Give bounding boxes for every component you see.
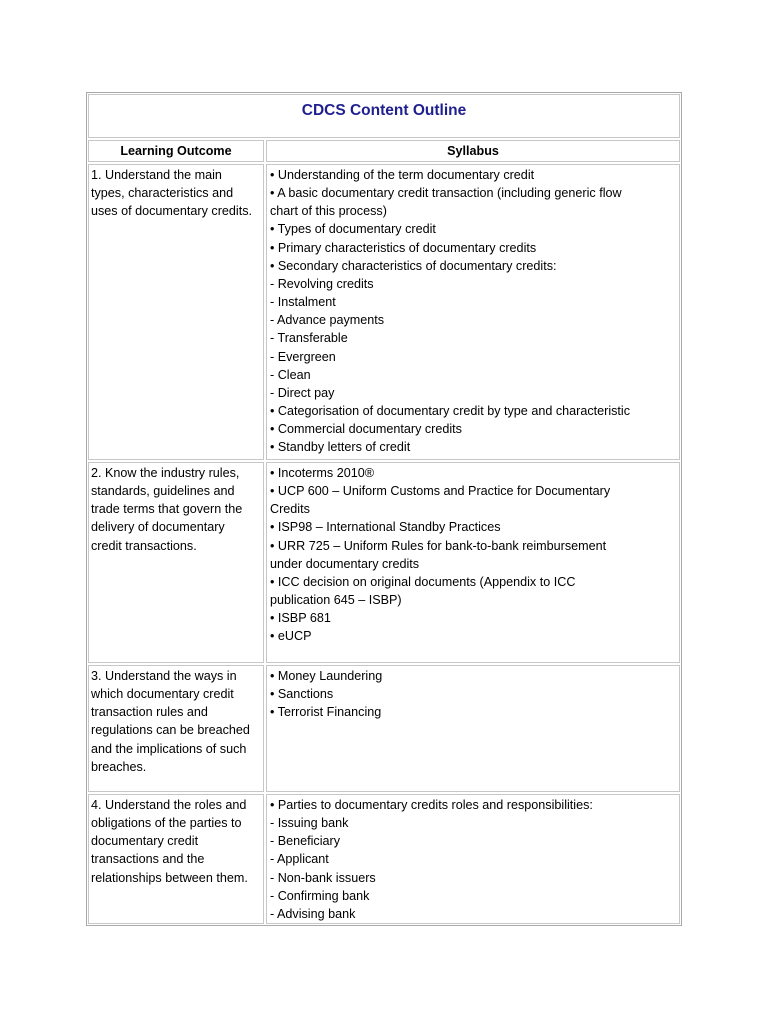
syllabus-list bbox=[270, 796, 676, 923]
learning-outcome-cell bbox=[88, 665, 264, 792]
learning-outcome-header: Learning Outcome bbox=[88, 140, 264, 162]
syllabus-item: • Sanctions bbox=[270, 687, 334, 702]
learning-outcome-cell bbox=[88, 164, 264, 460]
syllabus-item: • eUCP bbox=[270, 629, 312, 644]
syllabus-item: • ISBP 681 bbox=[270, 611, 331, 626]
syllabus-item: - Issuing bank bbox=[270, 816, 349, 831]
table-row bbox=[88, 164, 680, 460]
syllabus-item: - Instalment bbox=[270, 295, 336, 310]
syllabus-item: - Non-bank issuers bbox=[270, 870, 376, 885]
learning-outcome-text: 2. Know the industry rules, standards, guidelines and trade terms that govern the delivery of documentary credit transactions. bbox=[91, 466, 243, 553]
syllabus-item: - Advance payments bbox=[270, 313, 385, 328]
table-row bbox=[88, 794, 680, 924]
syllabus-cell bbox=[266, 164, 680, 460]
syllabus-item: • Types of documentary credit bbox=[270, 222, 436, 237]
syllabus-item: • Primary characteristics of documentary credits bbox=[270, 240, 537, 255]
syllabus-item: • UCP 600 – Uniform Customs and Practice for Documentary bbox=[270, 484, 611, 499]
syllabus-item: - Transferable bbox=[270, 331, 348, 346]
learning-outcome-text: 1. Understand the main types, characteristics and uses of documentary credits. bbox=[91, 168, 252, 219]
syllabus-list bbox=[270, 464, 676, 646]
syllabus-item: - Evergreen bbox=[270, 349, 336, 364]
table-title: CDCS Content Outline bbox=[301, 102, 467, 119]
syllabus-header: Syllabus bbox=[266, 140, 680, 162]
header-row bbox=[88, 140, 680, 162]
syllabus-item: • Commercial documentary credits bbox=[270, 422, 462, 437]
syllabus-item: • ISP98 – International Standby Practices bbox=[270, 520, 501, 535]
syllabus-item: chart of this process) bbox=[270, 204, 387, 219]
syllabus-item: • Parties to documentary credits roles and responsibilities: bbox=[270, 798, 593, 812]
learning-outcome-text: 3. Understand the ways in which documentary credit transaction rules and regulations can be breached and the implications of such breaches. bbox=[91, 669, 250, 774]
syllabus-item: - Applicant bbox=[270, 852, 329, 867]
learning-outcome-text: 4. Understand the roles and obligations of the parties to documentary credit transactions and the relationships between them. bbox=[91, 798, 248, 885]
syllabus-item: • Standby letters of credit bbox=[270, 440, 411, 455]
syllabus-item: • Understanding of the term documentary credit bbox=[270, 168, 535, 182]
syllabus-item: Credits bbox=[270, 502, 310, 517]
syllabus-item: • Incoterms 2010® bbox=[270, 466, 374, 480]
syllabus-cell bbox=[266, 794, 680, 924]
learning-outcome-cell bbox=[88, 794, 264, 924]
learning-outcome-cell bbox=[88, 462, 264, 663]
syllabus-item: • URR 725 – Uniform Rules for bank-to-bank reimbursement bbox=[270, 538, 607, 553]
syllabus-item: • ICC decision on original documents (Appendix to ICC bbox=[270, 574, 576, 589]
syllabus-item: - Beneficiary bbox=[270, 834, 340, 849]
syllabus-list bbox=[270, 166, 676, 457]
syllabus-item: - Clean bbox=[270, 367, 311, 382]
syllabus-item: publication 645 – ISBP) bbox=[270, 593, 402, 608]
syllabus-cell bbox=[266, 665, 680, 792]
syllabus-item: • Money Laundering bbox=[270, 669, 383, 683]
content-outline-table bbox=[86, 92, 682, 926]
syllabus-item: - Advising bank bbox=[270, 906, 356, 921]
syllabus-item: • Categorisation of documentary credit by type and characteristic bbox=[270, 404, 631, 419]
syllabus-item: - Direct pay bbox=[270, 385, 335, 400]
syllabus-item: • A basic documentary credit transaction (including generic flow bbox=[270, 186, 622, 201]
syllabus-item: • Terrorist Financing bbox=[270, 705, 382, 720]
syllabus-cell bbox=[266, 462, 680, 663]
syllabus-item: - Confirming bank bbox=[270, 888, 370, 903]
table-row bbox=[88, 462, 680, 663]
syllabus-list bbox=[270, 667, 676, 721]
syllabus-item: - Revolving credits bbox=[270, 276, 374, 291]
syllabus-item: under documentary credits bbox=[270, 556, 420, 571]
syllabus-item: • Secondary characteristics of documentary credits: bbox=[270, 258, 557, 273]
title-cell bbox=[88, 94, 680, 138]
table-row bbox=[88, 665, 680, 792]
